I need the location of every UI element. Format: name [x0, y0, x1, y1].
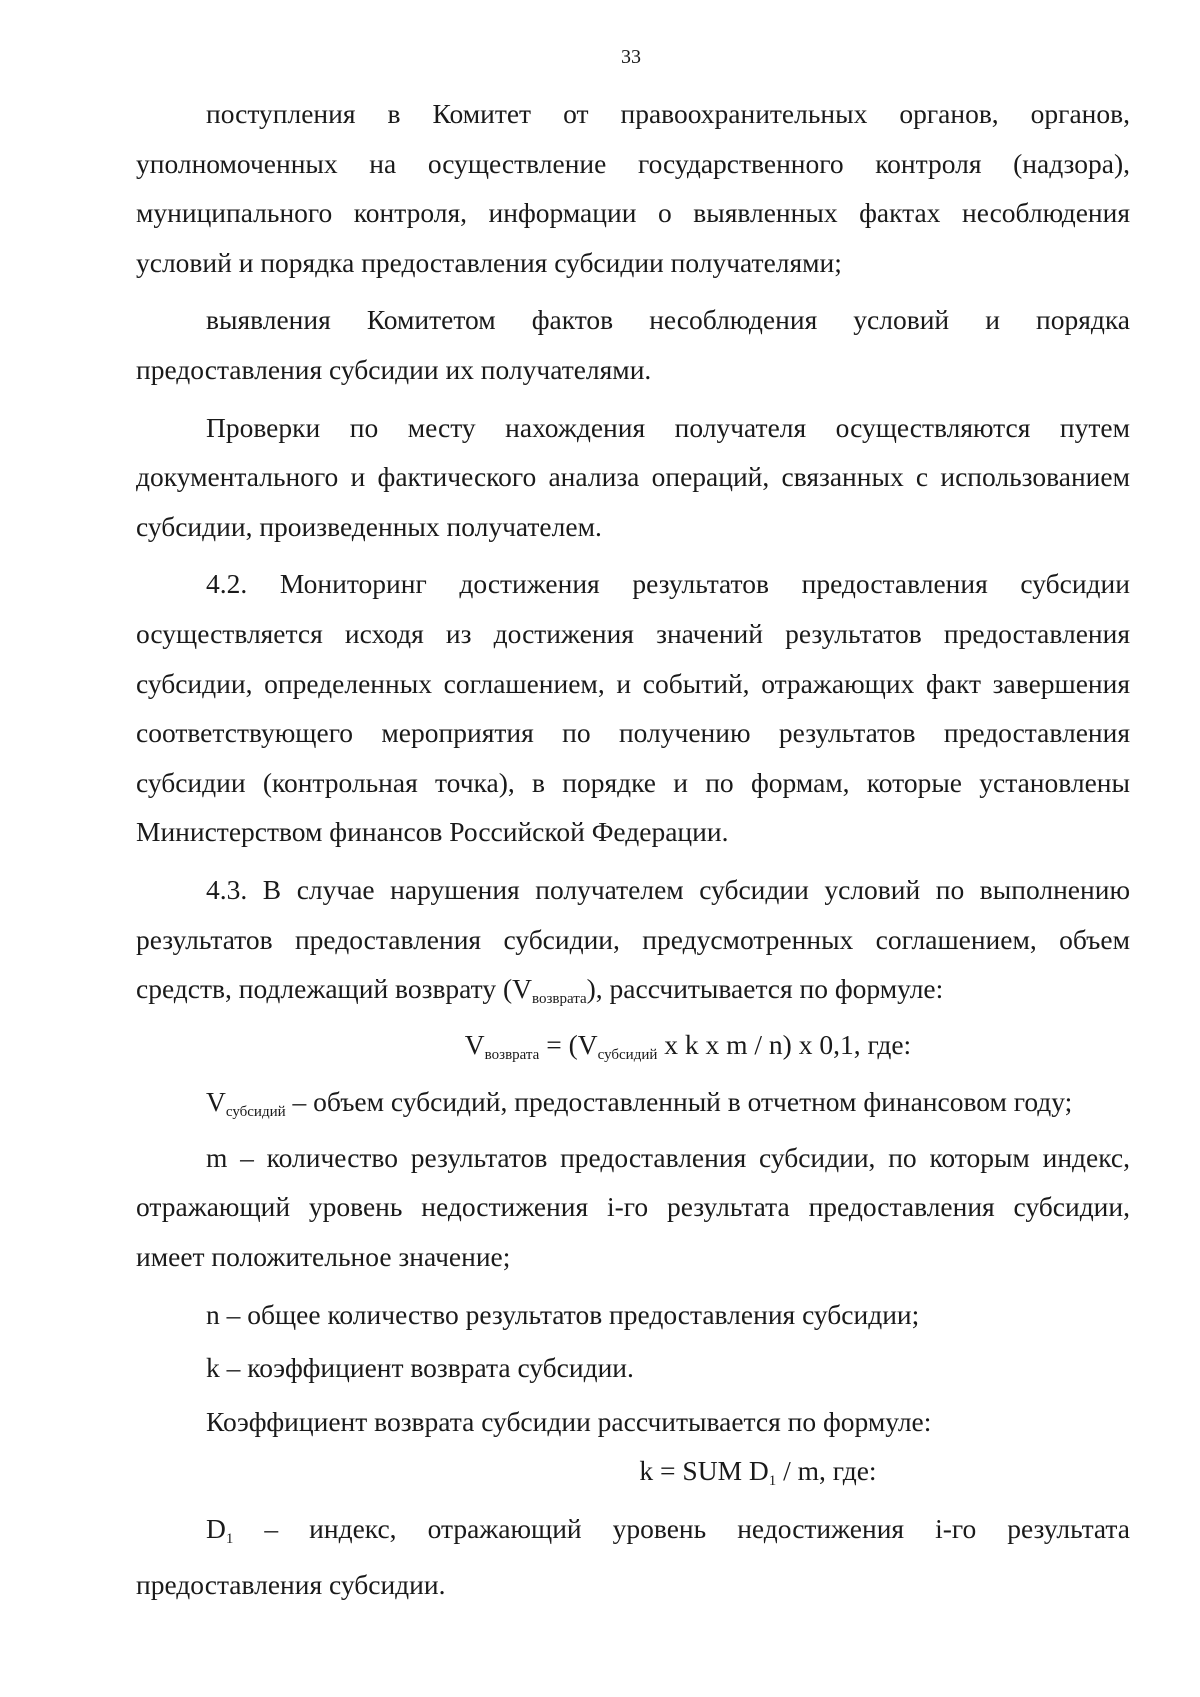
definition-symbol: V	[206, 1086, 226, 1118]
definition: k – коэффициент возврата субсидии.	[206, 1352, 634, 1384]
formula-text: = (V	[539, 1028, 598, 1060]
formula-text: k = SUM D	[639, 1455, 769, 1487]
paragraph	[136, 865, 1130, 1020]
paragraph: поступления в Комитет от правоохранительных органов, органов, уполномоченных на осуществление государственного контроля (надзора), муниципального контроля, информации о выявленных фактах несоблюдения условий и порядка предоставления субсидии получателями;	[136, 98, 1130, 278]
paragraph: Проверки по месту нахождения получателя осуществляются путем документального и фактического анализа операций, связанных с использованием субсидии, произведенных получателем.	[136, 411, 1130, 542]
definition	[136, 1504, 1130, 1609]
definition	[136, 1077, 1130, 1133]
formula-text: x k x m / n) x 0,1, где:	[657, 1028, 912, 1060]
paragraph: выявления Комитетом фактов несоблюдения условий и порядка предоставления субсидии их получателями.	[136, 304, 1130, 385]
subscript: 1	[768, 1473, 777, 1490]
definition-text: – индекс, отражающий уровень недостижения i-го результата предоставления субсидии.	[136, 1513, 1130, 1600]
definition: n – общее количество результатов предоставления субсидии;	[206, 1298, 920, 1330]
subscript: 1	[225, 1531, 234, 1548]
formula-text: / m, где:	[776, 1455, 877, 1487]
subscript: возврата	[484, 1046, 540, 1063]
subscript: субсидий	[597, 1046, 658, 1063]
document-body	[136, 89, 1130, 1609]
formula	[136, 1446, 1130, 1502]
definition-symbol: D	[206, 1513, 226, 1545]
paragraph: Коэффициент возврата субсидии рассчитывается по формуле:	[206, 1405, 932, 1437]
definition-text: – объем субсидий, предоставленный в отчетном финансовом году;	[285, 1086, 1073, 1118]
subscript: субсидий	[225, 1104, 286, 1121]
formula-symbol: V	[464, 1028, 485, 1060]
paragraph: 4.2. Мониторинг достижения результатов предоставления субсидии осуществляется исходя из достижения значений результатов предоставления субсидии, определенных соглашением, и событий, отражающих факт завершения соответствующего мероприятия по получению результатов предоставления субсидии (контрольная точка), в порядке и по формам, которые установлены Министерством финансов Российской Федерации.	[136, 568, 1130, 848]
subscript: возврата	[531, 991, 587, 1008]
page-number: 33	[621, 46, 641, 68]
paragraph-text: 4.3. В случае нарушения получателем субсидии условий по выполнению результатов предоставления субсидии, предусмотренных соглашением, объем средств, подлежащий возврату (V	[136, 873, 1130, 1005]
paragraph-text: ), рассчитывается по формуле:	[586, 973, 944, 1005]
definition: m – количество результатов предоставления субсидии, по которым индекс, отражающий уровень недостижения i-го результата предоставления субсидии, имеет положительное значение;	[136, 1141, 1130, 1273]
formula	[136, 1020, 1130, 1076]
